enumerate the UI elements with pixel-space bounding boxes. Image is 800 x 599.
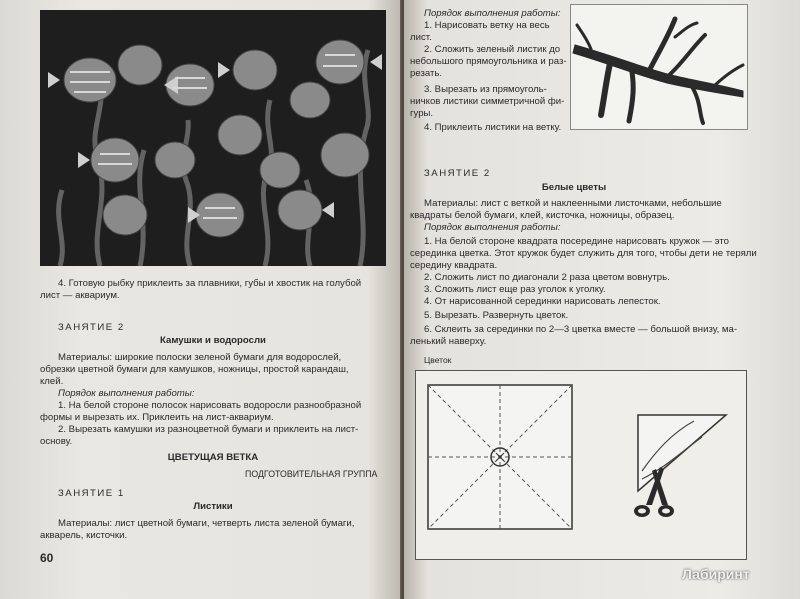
r-step2-line-3: резать. — [410, 68, 443, 79]
materials2-line-1: Материалы: лист цветной бумаги, четверть листа зеленой бумаги, — [58, 518, 355, 529]
group-label: ПОДГОТОВИТЕЛЬНАЯ ГРУППА — [245, 469, 378, 479]
s6-line-2: ленький наверху. — [410, 336, 487, 347]
r-step4: 4. Приклеить листики на ветку. — [424, 122, 562, 133]
s2: 2. Сложить лист по диагонали 2 раза цветом вовнутрь. — [424, 272, 670, 283]
s6-line-1: 6. Склеить за серединки по 2—3 цветка вместе — большой внизу, ма- — [424, 324, 738, 335]
s1-line-1: 1. На белой стороне квадрата посередине нарисовать кружок — это — [424, 236, 729, 247]
step1-line-1: 1. На белой стороне полосок нарисовать водоросли разнообразной — [58, 400, 362, 411]
materials-line-2: обрезки цветной бумаги для камушков, ножницы, простой карандаш, — [40, 364, 349, 375]
lesson2-title: Белые цветы — [541, 182, 607, 193]
step4-text-cont: лист — аквариум. — [40, 290, 120, 301]
lesson2-title: Камушки и водоросли — [160, 335, 266, 346]
lesson2-label: ЗАНЯТИЕ 2 — [58, 322, 125, 333]
step1-line-2: формы и вырезать их. Приклеить на лист-аквариум. — [40, 412, 274, 423]
step2-line-2: основу. — [40, 436, 73, 447]
step4-text: 4. Готовую рыбку приклеить за плавники, губы и хвостик на голубой — [58, 278, 362, 289]
r-step2-line-1: 2. Сложить зеленый листик до — [424, 44, 561, 55]
r-step3-line-1: 3. Вырезать из прямоуголь- — [424, 84, 547, 95]
materials2-line-2: акварель, кисточки. — [40, 530, 128, 541]
s1-line-3: середину квадрата. — [410, 260, 498, 271]
s4: 4. От нарисованной серединки нарисовать лепесток. — [424, 296, 661, 307]
lesson1-title: Листики — [193, 501, 233, 512]
watermark: Лабиринт — [682, 566, 750, 582]
materials-line-3: клей. — [40, 376, 64, 387]
r-step3-line-2: ничков листики симметричной фи- — [410, 96, 565, 107]
section-title: ЦВЕТУЩАЯ ВЕТКА — [167, 452, 259, 463]
fish-aquarium-photo — [40, 10, 386, 266]
step2-line-1: 2. Вырезать камушки из разноцветной бумаги и приклеить на лист- — [58, 424, 359, 435]
r-materials-line-2: квадраты белой бумаги, клей, кисточка, ножницы, образец. — [410, 210, 675, 221]
figure-caption: Цветок — [424, 355, 452, 365]
lesson1-label: ЗАНЯТИЕ 1 — [58, 488, 125, 499]
materials-line-1: Материалы: широкие полоски зеленой бумаги для водорослей, — [58, 352, 342, 363]
r-step1-line-2: лист. — [410, 32, 432, 43]
r-materials-line-1: Материалы: лист с веткой и наклеенными листочками, небольшие — [424, 198, 722, 209]
r-step2-line-2: небольшого прямоугольника и раз- — [410, 56, 567, 67]
r-step1-line-1: 1. Нарисовать ветку на весь — [424, 20, 550, 31]
page-number: 60 — [40, 551, 54, 565]
r-step3-line-3: гуры. — [410, 108, 434, 119]
procedure-title: Порядок выполнения работы: — [58, 388, 195, 399]
lesson2-label: ЗАНЯТИЕ 2 — [424, 168, 491, 179]
branch-illustration — [570, 4, 748, 130]
s5: 5. Вырезать. Развернуть цветок. — [424, 310, 569, 321]
procedure2-title: Порядок выполнения работы: — [424, 222, 561, 233]
s1-line-2: серединка цветка. Этот кружок будет служить для того, чтобы дети не теряли — [410, 248, 757, 259]
s3: 3. Сложить лист еще раз уголок к уголку. — [424, 284, 606, 295]
flower-folding-diagram — [415, 370, 747, 560]
procedure-title: Порядок выполнения работы: — [424, 8, 561, 19]
